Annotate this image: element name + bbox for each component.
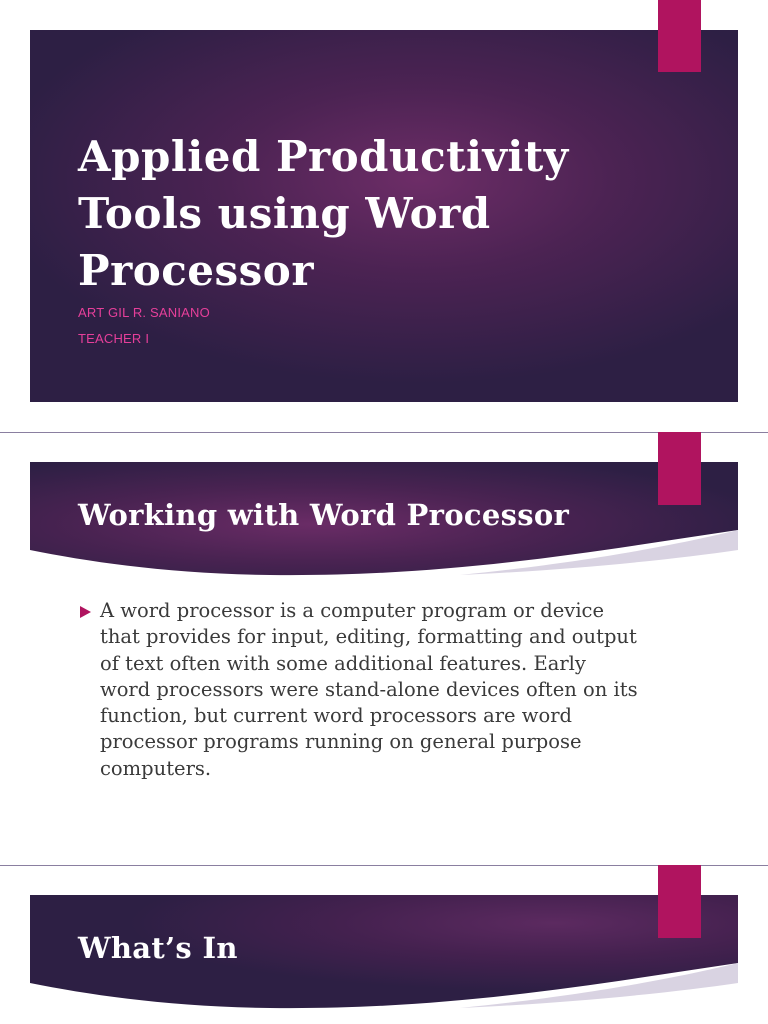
slide-title-line-3: Processor	[78, 246, 314, 295]
slide-title	[78, 128, 569, 299]
author-name: ART GIL R. SANIANO	[78, 305, 210, 320]
section-title: What’s In	[78, 931, 238, 965]
bullet-arrow-icon	[80, 606, 91, 618]
slide-divider	[0, 432, 768, 433]
slide-title-line-2: Tools using Word	[78, 189, 491, 238]
slide-divider	[0, 865, 768, 866]
accent-tab	[658, 865, 701, 938]
accent-tab	[658, 432, 701, 505]
section-banner	[30, 462, 738, 582]
section-banner	[30, 895, 738, 1015]
bullet-text: A word processor is a computer program or device that provides for input, editing, formatting and output of text often with some additional features. Early word processors were stand-alone devices often on its function, but current word processors are word processor programs running on general purpose computers.	[100, 599, 638, 780]
title-slide	[30, 30, 738, 402]
author-role: TEACHER I	[78, 331, 150, 346]
section-title: Working with Word Processor	[78, 498, 570, 532]
slide-title-line-1: Applied Productivity	[78, 132, 569, 181]
accent-tab	[658, 0, 701, 72]
